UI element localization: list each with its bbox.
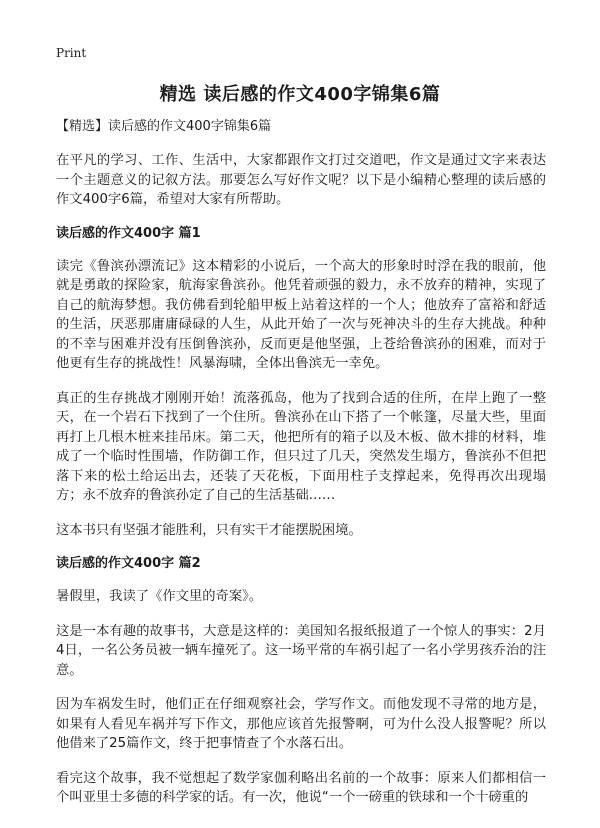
paragraph: 这本书只有坚强才能胜利，只有实干才能摆脱困境。 — [56, 522, 362, 538]
document-title: 精选 读后感的作文400字锦集6篇 — [159, 84, 441, 105]
paragraph: 暑假里，我读了《作文里的奇案》。 — [56, 589, 263, 604]
paragraph: 这是一本有趣的故事书，大意是这样的：美国知名报纸报道了一个惊人的事实：2月4日，一名公务员被一辆车撞死了。这一场平常的车祸引起了一名小学男孩乔治的注意。 — [56, 623, 546, 678]
paragraph: 真正的生存挑战才刚刚开始！流落孤岛，他为了找到合适的住所，在岸上跑了一整天，在一个岩石下找到了一个住所。鲁滨孙在山下搭了一个帐篷，尽量大些，里面再打上几根木桩来挂吊床。第二天，他把所有的箱子以及木板、做木排的材料，堆成了一个临时性围墙，作防御工作，但只过了几天，突然发生塌方，鲁滨孙不但把落下来的松土给运出去，还装了天花板，下面用柱子支撑起来，免得再次出现塌方；永不放弃的鲁滨孙定了自己的生活基础…… — [56, 390, 546, 503]
document-subtitle: 【精选】读后感的作文400字锦集6篇 — [56, 119, 272, 134]
paragraph: 因为车祸发生时，他们正在仔细观察社会，学写作文。而他发现不寻常的地方是，如果有人看见车祸并写下作文，那他应该首先报警啊，可为什么没人报警呢？所以他借来了25篇作文，终于把事情查了个水落石出。 — [56, 697, 546, 751]
document-body — [56, 118, 546, 823]
paragraph: 看完这个故事，我不觉想起了数学家伽利略出名前的一个故事：原来人们都相信一个叫亚里士多德的科学家的话。有一次，他说“一个一磅重的铁球和一个十磅重的 — [56, 770, 546, 805]
paragraph: 读完《鲁滨孙漂流记》这本精彩的小说后，一个高大的形象时时浮在我的眼前，他就是勇敢的探险家，航海家鲁滨孙。他凭着顽强的毅力，永不放弃的精神，实现了自己的航海梦想。我仿佛看到轮船甲板上站着这样的一个人；他放弃了富裕和舒适的生活，厌恶那庸庸碌碌的人生，从此开始了一次与死神决斗的生存大挑战。种种的不幸与困难并没有压倒鲁滨孙，反而更是他坚强，上苍给鲁滨孙的困难，而对于他更有生存的挑战性！风暴海啸，全体出鲁滨无一幸免。 — [56, 258, 546, 371]
intro-paragraph: 在平凡的学习、工作、生活中，大家都跟作文打过交道吧，作文是通过文字来表达一个主题意义的记叙方法。那要怎么写好作文呢？以下是小编精心整理的读后感的作文400字6篇，希望对大家有所帮助。 — [56, 153, 546, 207]
section-heading: 读后感的作文400字 篇1 — [56, 225, 201, 241]
print-link[interactable]: Print — [56, 46, 87, 60]
section-heading: 读后感的作文400字 篇2 — [56, 556, 201, 571]
